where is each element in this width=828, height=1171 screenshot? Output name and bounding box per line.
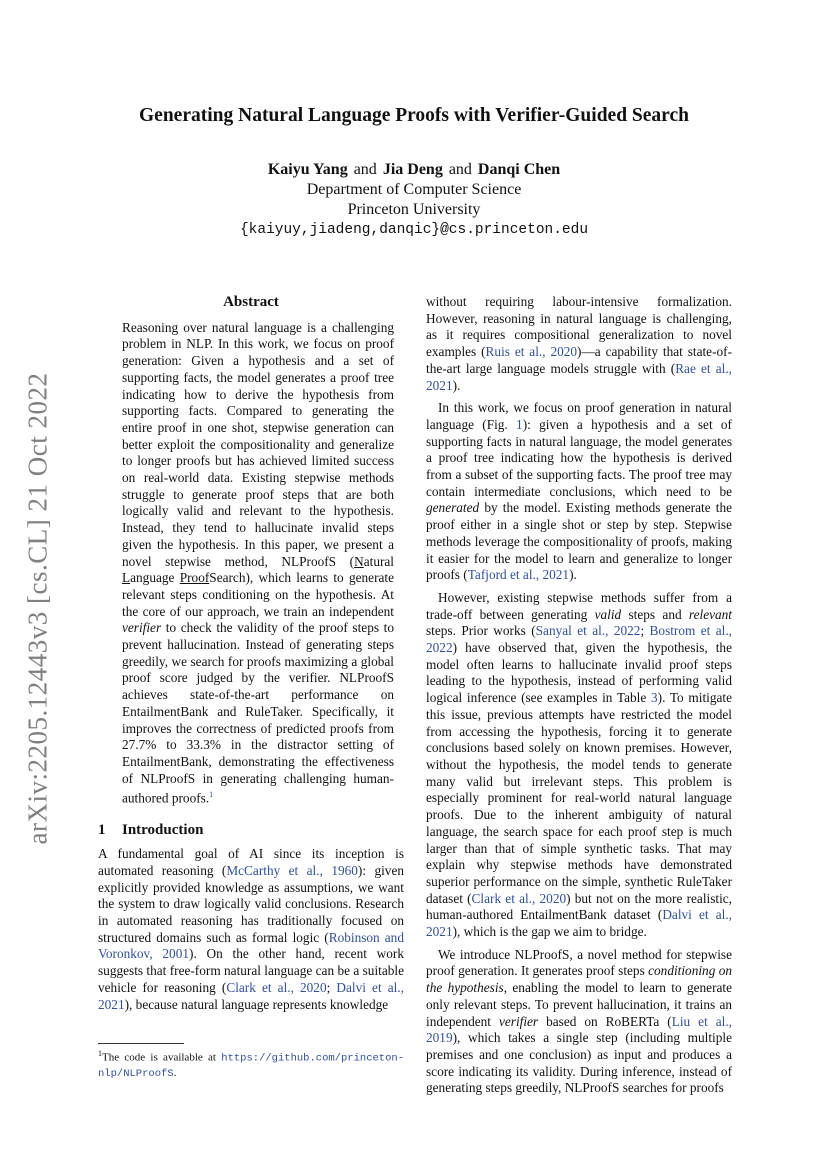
body-paragraph: without requiring labour-intensive formalization. However, reasoning in natural language is challenging, as it requires compositional generalization to novel examples (Ruis et al., 2020)—a capability that state-of-the-art large language models struggle with (Rae et al., 2021). [426,294,733,393]
arxiv-id-text: arXiv:2205.12443v3 [cs.CL] 21 Oct 2022 [22,372,53,844]
author-emails: {kaiyuy,jiadeng,danqic}@cs.princeton.edu [239,222,589,238]
author-name: Kaiyu Yang [267,161,348,178]
footnote-rule [98,1043,184,1044]
section-heading [98,822,404,839]
section-number: 1 [98,821,106,838]
arxiv-identifier-stamp [18,368,58,848]
body-paragraph: In this work, we focus on proof generation in natural language (Fig. 1): given a hypothesis and a set of supporting facts in natural language, the model generates a proof tree indicating how the hypothesis is derived from a subset of the supporting facts. The proof tree may contain intermediate conclusions, which need to be generated by the model. Existing methods generate the proof either in a single shot or step by step. Stepwise methods leverage the compositionality of proofs, making it easier for the model to learn and generalize to longer proofs (Tafjord et al., 2021). [426,400,732,583]
citation-link[interactable]: Clark et al., 2020 [226,979,327,995]
left-column [98,294,404,1013]
author-name: Jia Deng [382,161,443,178]
citation-link[interactable]: McCarthy et al., 1960 [226,862,358,878]
and-text: and [448,161,472,178]
author-name: Danqi Chen [477,161,561,178]
citation-link[interactable]: Tafjord et al., 2021 [467,567,570,583]
author-names [80,160,748,180]
and-text: and [353,161,377,178]
body-paragraph: However, existing stepwise methods suffer from a trade-off between generating valid steps and relevant steps. Prior works (Sanyal et al., 2022; Bostrom et al., 2022) have observed that, given the hypothesis, the model often learns to hallucinate invalid proof steps leading to the hypothesis, instead of performing valid logical inference (see examples in Table 3). To mitigate this issue, previous attempts have restricted the model from accessing the hypothesis, forcing it to generate conclusions based solely on known premises. However, without the hypothesis, the model tends to generate many valid but irrelevant steps. This problem is especially prominent for real-world natural language proofs. Due to the inherent ambiguity of natural language, the search space for each proof step is much larger than that of simple synthetic tasks. That may explain why stepwise methods have demonstrated superior performance on the simple, synthetic RuleTaker dataset (Clark et al., 2020) but not on the more realistic, human-authored EntailmentBank dataset (Dalvi et al., 2021), which is the gap we aim to bridge. [426,589,732,940]
section-title: Introduction [122,821,204,838]
citation-link[interactable]: Sanyal et al., 2022 [535,623,641,639]
citation-link[interactable]: Robinson and Voronkov, 2001 [98,929,404,962]
footnote-marker[interactable]: 1 [209,790,214,800]
citation-link[interactable]: Ruis et al., 2020 [485,344,578,360]
footnote-number: 1 [98,1049,102,1058]
citation-link[interactable]: Rae et al., 2021 [426,360,732,393]
body-paragraph: We introduce NLProofS, a novel method for stepwise proof generation. It generates proof steps conditioning on the hypothesis, enabling the model to learn to generate only relevant steps. To prevent hallucination, it trains an independent verifier based on RoBERTa (Liu et al., 2019), which takes a single step (including multiple premises and one conclusion) as input and produces a score indicating its validity. During inference, instead of generating steps greedily, NLProofS searches for proofs [426,946,732,1096]
table-ref-link[interactable]: 3 [650,690,658,706]
citation-link[interactable]: Liu et al., 2019 [426,1013,732,1046]
right-column [426,294,732,1097]
citation-link[interactable]: Bostrom et al., 2022 [426,623,732,656]
citation-link[interactable]: Dalvi et al., 2021 [426,907,732,940]
citation-link[interactable]: Clark et al., 2020 [471,890,567,906]
abstract-heading: Abstract [223,294,279,310]
figure-ref-link[interactable]: 1 [516,416,523,432]
department: Department of Computer Science [306,181,522,198]
abstract-text: Reasoning over natural language is a challenging problem in NLP. In this work, we focus on proof generation: Given a hypothesis and a set of supporting facts, the model generates a proof tree indicating how to derive the hypothesis from supporting facts. Compared to generating the entire proof in one shot, stepwise generation can better exploit the compositionality and generalize to longer proofs but has achieved limited success on real-world data. Existing stepwise methods struggle to generate proof steps that are both logically valid and relevant to the hypothesis. Instead, they tend to hallucinate invalid steps given the hypothesis. In this paper, we present a novel stepwise method, NLProofS (Natural Language ProofSearch), which learns to generate relevant steps conditioning on the hypothesis. At the core of our approach, we train an independent verifier to check the validity of the proof steps to prevent hallucination. Instead of generating steps greedily, we search for proofs maximizing a global proof score judged by the verifier. NLProofS achieves state-of-the-art performance on EntailmentBank and RuleTaker. Specifically, it improves the correctness of predicted proofs from 27.7% to 33.3% in the distractor setting of EntailmentBank, demonstrating the effectiveness of NLProofS in generating challenging human-authored proofs.$^1$ [122,319,394,806]
paper-title: Generating Natural Language Proofs with Verifier-Guided Search [139,105,689,126]
code-url-link[interactable]: https://github.com/princeton-nlp/NLProofS [98,1052,404,1080]
author-block [80,160,748,240]
footnote: $^1$The code is available at https://github.com/princeton-nlp/NLProofS. [98,1049,404,1080]
university: Princeton University [347,201,481,218]
citation-link[interactable]: Dalvi et al., 2021 [98,979,404,1012]
intro-paragraph: A fundamental goal of AI since its inception is automated reasoning (McCarthy et al., 1960): given explicitly provided knowledge as assumptions, we want the system to draw logically valid conclusions. Research in automated reasoning has traditionally focused on structured domains such as formal logic (Robinson and Voronkov, 2001). On the other hand, recent work suggests that free-form natural language can be a suitable vehicle for reasoning (Clark et al., 2020; Dalvi et al., 2021), because natural language represents knowledge [98,846,404,1012]
